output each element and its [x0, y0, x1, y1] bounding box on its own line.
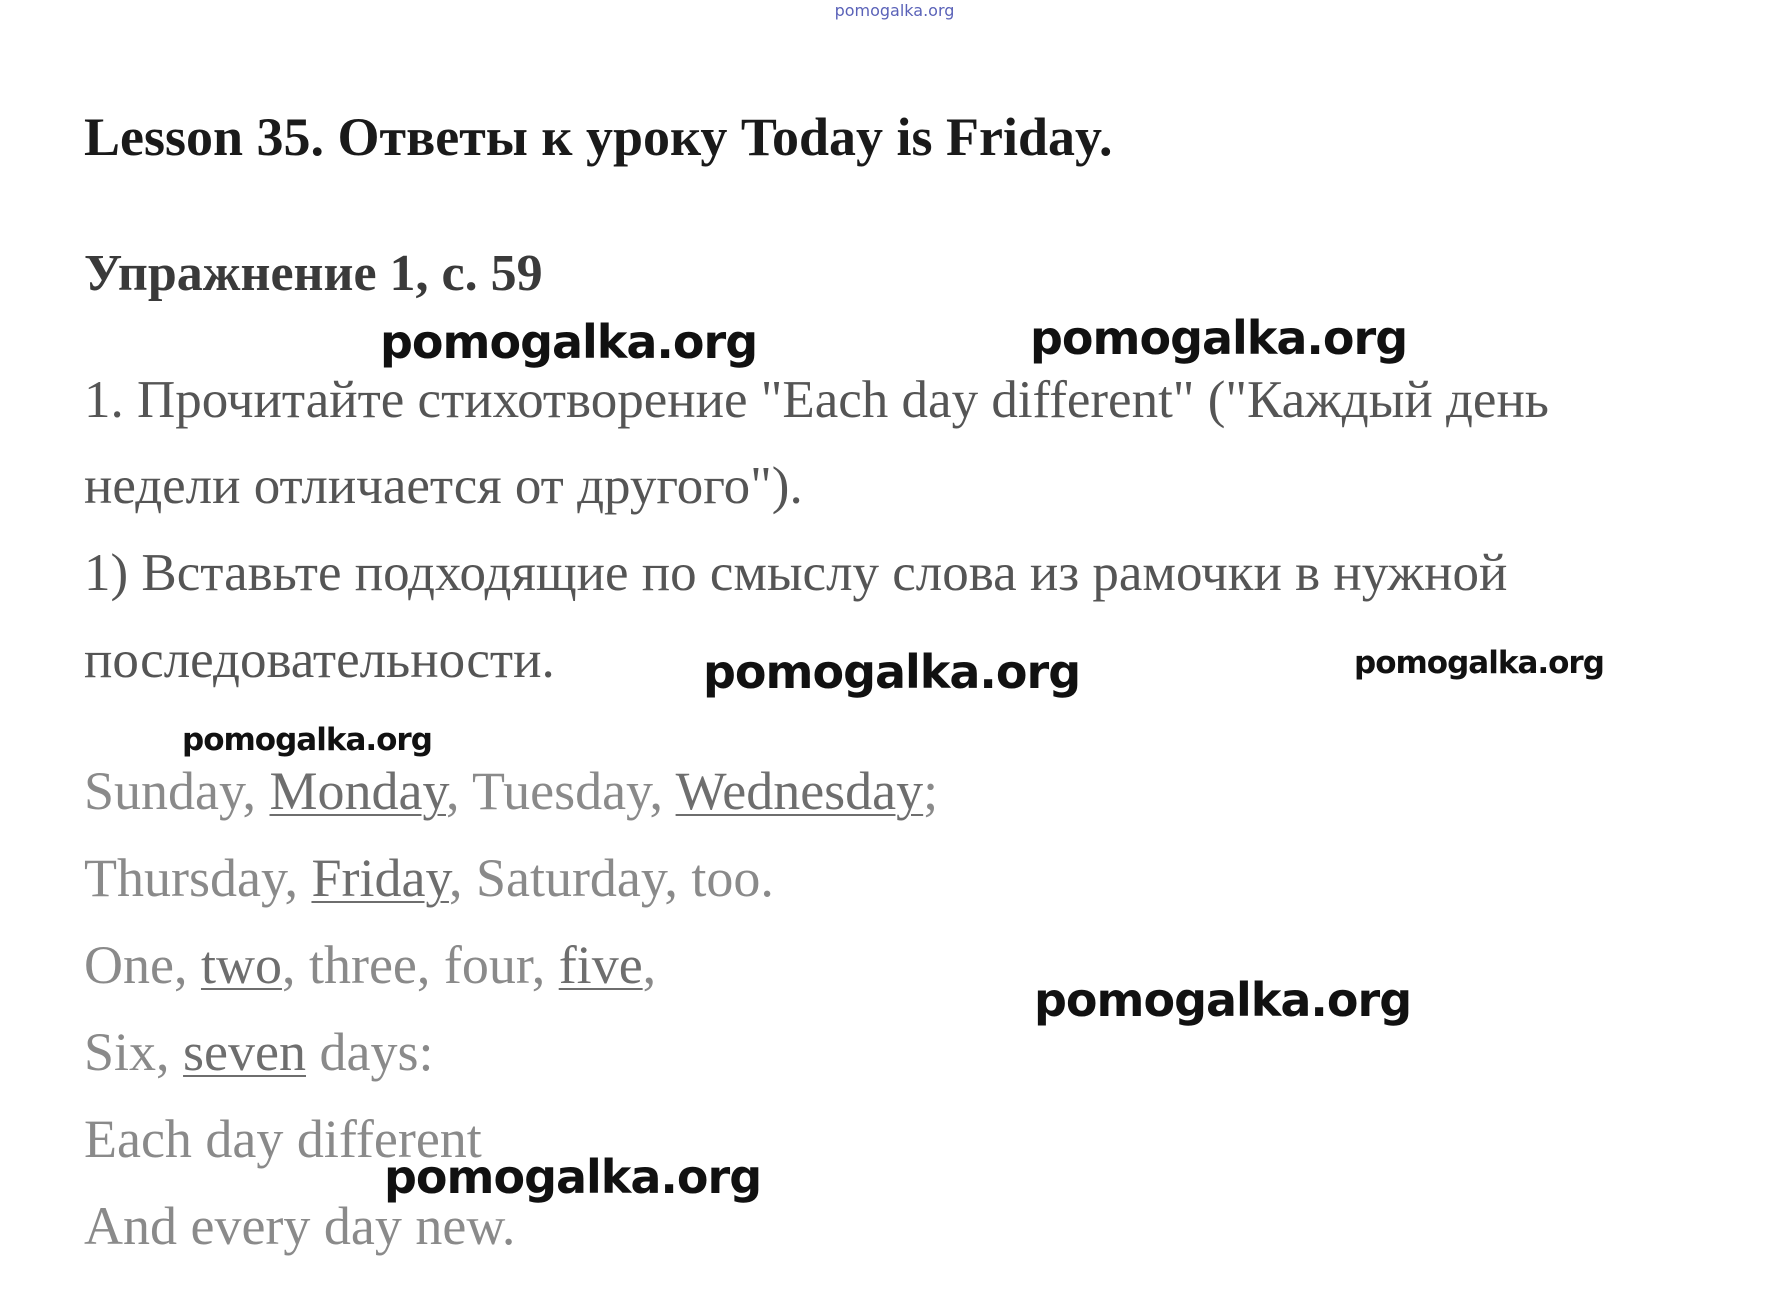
poem-text: , Saturday, too. — [448, 848, 774, 908]
poem-line — [84, 1195, 515, 1257]
poem-answer-word: Wednesday — [675, 761, 924, 821]
poem-line — [84, 1021, 434, 1083]
watermark: pomogalka.org — [384, 1150, 762, 1204]
poem-answer-word: two — [200, 935, 282, 995]
poem-answer-word: five — [558, 935, 643, 995]
watermark: pomogalka.org — [182, 722, 432, 758]
watermark: pomogalka.org — [1030, 311, 1408, 365]
exercise-heading: Упражнение 1, с. 59 — [84, 245, 543, 302]
poem-text: , three, four, — [281, 935, 559, 995]
poem-text: Each day different — [84, 1109, 482, 1169]
task-line-4: последовательности. — [84, 631, 555, 689]
poem-text: Thursday, — [84, 848, 312, 908]
task-line-3: 1) Вставьте подходящие по смыслу слова из рамочки в нужной — [84, 544, 1508, 602]
poem-answer-word: Friday — [311, 848, 449, 908]
poem-text: , — [642, 935, 657, 995]
poem-text: One, — [84, 935, 201, 995]
poem-line — [84, 934, 656, 996]
lesson-title: Lesson 35. Ответы к уроку Today is Friday. — [84, 107, 1113, 167]
task-line-1: 1. Прочитайте стихотворение "Each day different" ("Каждый день — [84, 371, 1549, 429]
watermark: pomogalka.org — [703, 645, 1081, 699]
watermark: pomogalka.org — [1354, 645, 1604, 681]
poem-text: Six, — [84, 1022, 184, 1082]
poem-text: Sunday, — [84, 761, 270, 821]
watermark: pomogalka.org — [380, 315, 758, 369]
poem-line — [84, 760, 938, 822]
poem-text: ; — [923, 761, 939, 821]
header-watermark: pomogalka.org — [834, 1, 955, 20]
poem-text: , Tuesday, — [445, 761, 676, 821]
watermark: pomogalka.org — [1034, 973, 1412, 1027]
poem-answer-word: Monday — [269, 761, 446, 821]
poem-text: And every day new. — [84, 1196, 516, 1256]
poem-text: days: — [306, 1022, 434, 1082]
task-line-2: недели отличается от другого"). — [84, 457, 803, 515]
poem-answer-word: seven — [183, 1022, 306, 1082]
poem-line — [84, 847, 774, 909]
